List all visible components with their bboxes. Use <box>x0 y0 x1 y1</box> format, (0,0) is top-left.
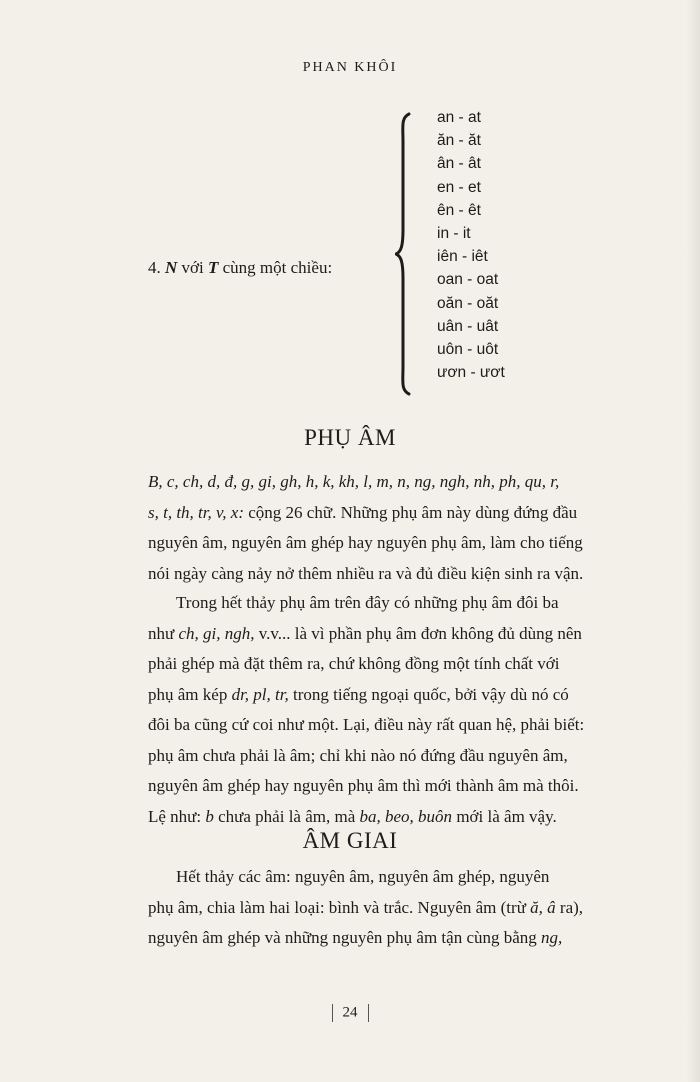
text-span: mới là âm vậy. <box>452 806 557 826</box>
vowel-pair: in - it <box>437 225 471 243</box>
vowel-pair-list <box>437 106 505 384</box>
heading-am-giai: ÂM GIAI <box>302 828 398 853</box>
text-span: như <box>148 623 179 643</box>
text-line: Hết thảy các âm: nguyên âm, nguyên âm ghép, nguyên <box>176 867 550 886</box>
vowel-pair: ân - ât <box>437 155 481 173</box>
vowel-pair: en - et <box>437 178 481 196</box>
rule-label <box>148 258 332 278</box>
rule-connector: với <box>181 258 204 277</box>
consonant-list-end: s, t, th, tr, v, x: <box>148 502 245 522</box>
text-span: phụ âm kép <box>148 684 232 704</box>
text-line: phải ghép mà đặt thêm ra, chứ không đồng một tính chất với <box>148 654 560 673</box>
italic-term: b <box>205 806 214 826</box>
vowel-pair: uân - uât <box>437 317 499 335</box>
consonant-list: B, c, ch, d, đ, g, gi, gh, h, k, kh, l, m, n, ng, ngh, nh, ph, qu, r, <box>148 472 560 491</box>
rule-description: cùng một chiều: <box>222 258 333 277</box>
rule-letter-t: T <box>208 258 219 277</box>
italic-term: ch, gi, ngh, <box>178 623 255 643</box>
text-line: phụ âm chưa phải là âm; chỉ khi nào nó đứng đầu nguyên âm, <box>148 745 568 765</box>
text-line: nguyên âm, nguyên âm ghép hay nguyên phụ âm, làm cho tiếng <box>148 533 583 552</box>
rule-number: 4. <box>148 258 161 277</box>
page-number <box>0 1004 700 1022</box>
vowel-pair: ên - êt <box>437 201 481 219</box>
divider <box>368 1004 369 1022</box>
text-span: chưa phải là âm, mà <box>213 806 360 826</box>
text-line: đôi ba cũng cứ coi như một. Lại, điều này rất quan hệ, phải biết: <box>148 715 585 734</box>
page-edge-shadow <box>686 0 700 1082</box>
italic-term: ă, â <box>530 897 556 917</box>
text-span: phụ âm, chia làm hai loại: bình và trắc. Nguyên âm (trừ <box>148 897 531 917</box>
text-line: Trong hết thảy phụ âm trên đây có những phụ âm đôi ba <box>176 593 559 612</box>
vowel-pair: ăn - ăt <box>437 132 481 150</box>
page-number-value: 24 <box>342 1004 358 1021</box>
text-span: cộng 26 chữ. Những phụ âm này dùng đứng đầu <box>244 502 578 522</box>
vowel-pair: an - at <box>437 109 481 126</box>
text-line: nguyên âm ghép hay nguyên phụ âm thì mới thành âm mà thôi. <box>148 776 579 795</box>
italic-term: ng, <box>541 928 563 947</box>
italic-term: ba, beo, buôn <box>359 806 453 826</box>
rule-letter-n: N <box>165 258 178 277</box>
paragraph-phu-am-doi-ba <box>148 588 678 832</box>
paragraph-phu-am-list <box>148 467 678 589</box>
italic-term: dr, pl, tr, <box>231 684 289 704</box>
vowel-pair: iên - iêt <box>437 248 488 266</box>
paragraph-am-giai <box>148 862 678 954</box>
vowel-pair: ươn - ươt <box>437 364 505 382</box>
curly-brace-icon <box>395 112 415 396</box>
text-span: ra), <box>555 897 584 917</box>
vowel-pair: oan - oat <box>437 271 499 289</box>
vowel-pair: oăn - oăt <box>437 294 499 312</box>
text-span: nguyên âm ghép và những nguyên phụ âm tận cùng bằng <box>148 928 542 947</box>
text-line: nói ngày càng nảy nở thêm nhiều ra và đủ điều kiện sinh ra vận. <box>148 563 584 583</box>
text-span: v.v... là vì phần phụ âm đơn không đủ dùng nên <box>254 623 582 643</box>
running-header: PHAN KHÔI <box>302 60 398 75</box>
text-span: trong tiếng ngoại quốc, bởi vậy dù nó có <box>288 684 569 704</box>
text-span: Lệ như: <box>148 806 206 826</box>
divider <box>332 1004 333 1022</box>
vowel-pair: uôn - uôt <box>437 341 499 359</box>
heading-phu-am: PHỤ ÂM <box>304 425 396 450</box>
